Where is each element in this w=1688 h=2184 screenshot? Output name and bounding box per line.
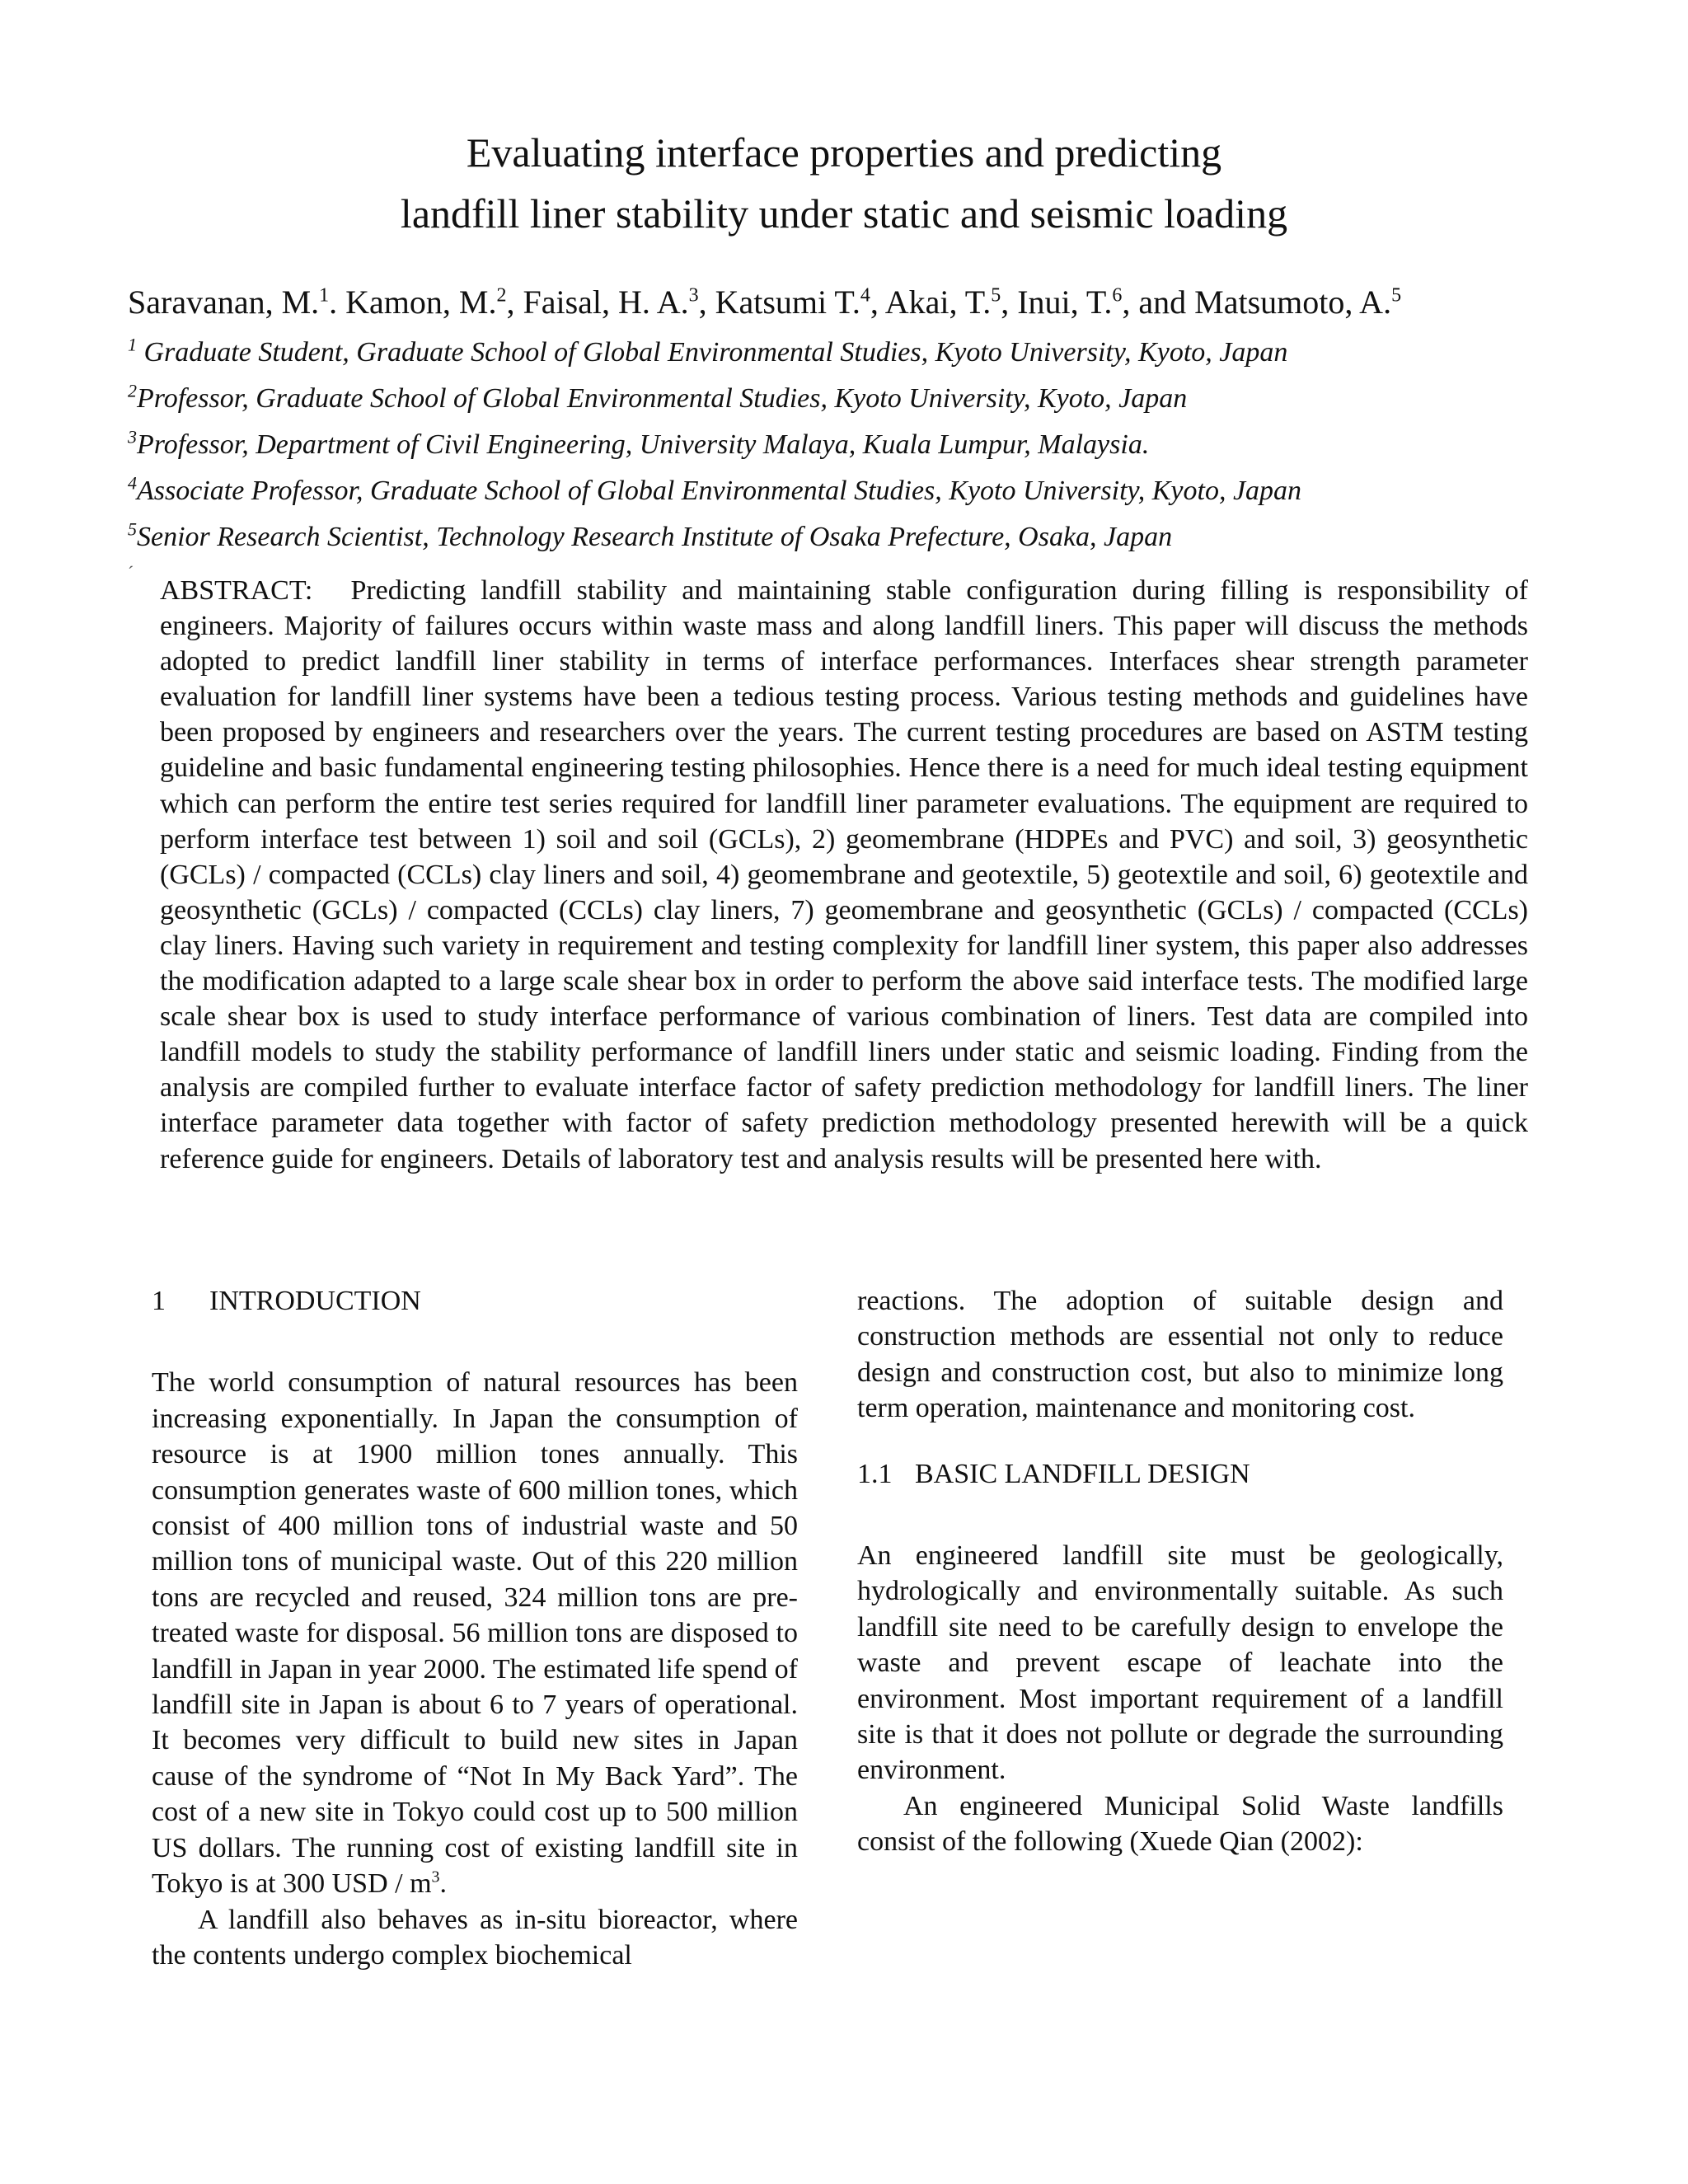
affiliation-item — [128, 330, 1578, 376]
abstract — [160, 573, 1528, 1177]
affiliation-text: Graduate Student, Graduate School of Global Environmental Studies, Kyoto University, Kyoto, Japan — [137, 337, 1288, 368]
abstract-text: Predicting landfill stability and maintaining stable configuration during filling is responsibility of engineers. Majority of failures occurs within waste mass and along landfill liners. This paper will discuss the methods adopted to predict landfill liner stability in terms of interface performances. Interfaces shear strength parameter evaluation for landfill liner systems have been a tedious testing process. Various testing methods and guidelines have been proposed by engineers and researchers over the years. The current testing procedures are based on ASTM testing guideline and basic fundamental engineering testing philosophies. Hence there is a need for much ideal testing equipment which can perform the entire test series required for landfill liner parameter evaluations. The equipment are required to perform interface test between 1) soil and soil (GCLs), 2) geomembrane (HDPEs and PVC) and soil, 3) geosynthetic (GCLs) / compacted (CCLs) clay liners and soil, 4) geomembrane and geotextile, 5) geotextile and soil, 6) geotextile and geosynthetic (GCLs) / compacted (CCLs) clay liners, 7) geomembrane and geosynthetic (GCLs) / compacted (CCLs) clay liners. Having such variety in requirement and testing complexity for landfill liner system, this paper also addresses the modification adapted to a large scale shear box in order to perform the above said interface tests. The modified large scale shear box is used to study interface performance of various combination of liners. Test data are compiled into landfill models to study the stability performance of landfill liners under static and seismic loading. Finding from the analysis are compiled further to evaluate interface factor of safety prediction methodology for landfill liners. The liner interface parameter data together with factor of safety prediction methodology presented herewith will be a quick reference guide for engineers. Details of laboratory test and analysis results will be presented here with. — [160, 575, 1529, 1174]
affiliation-item — [128, 468, 1578, 514]
author-affil-mark: 5 — [991, 284, 1001, 307]
design-paragraph-1: An engineered landfill site must be geologically, hydrologically and environmentally suitable. As such landfill site need to be carefully design to envelope the waste and prevent escape of leachate into the environment. Most important requirement of a landfill site is that it does not pollute or degrade the surrounding environment. — [857, 1540, 1503, 1786]
author-separator: , and — [1122, 284, 1195, 321]
author-separator: . — [329, 284, 346, 321]
author-affil-mark: 5 — [1391, 284, 1402, 307]
affiliation-item — [128, 514, 1578, 560]
title-line-1: Evaluating interface properties and predicting — [466, 129, 1222, 176]
intro-paragraph-2: A landfill also behaves as in-situ bioreactor, where the contents undergo complex biochemical — [152, 1904, 798, 1971]
author-name: Faisal, H. A. — [523, 284, 689, 321]
author-affil-mark: 3 — [688, 284, 699, 307]
author-separator: , — [1001, 284, 1018, 321]
section-heading-basic-landfill-design — [857, 1456, 1503, 1492]
author-affil-mark: 4 — [860, 284, 870, 307]
affiliation-item — [128, 376, 1578, 422]
author-separator: , — [870, 284, 885, 321]
author-name: Inui, T. — [1017, 284, 1113, 321]
author-affil-mark: 6 — [1112, 284, 1123, 307]
abstract-label: ABSTRACT: — [160, 575, 313, 606]
section-number: 1 — [152, 1286, 166, 1316]
author-affil-mark: 2 — [496, 284, 507, 307]
affiliation-text: Senior Research Scientist, Technology Research Institute of Osaka Prefecture, Osaka, Japan — [137, 522, 1173, 552]
author-affil-mark: 1 — [319, 284, 330, 307]
affiliation-number: 4 — [128, 472, 137, 494]
affiliation-number: 2 — [128, 380, 137, 401]
right-column — [857, 1283, 1503, 1860]
author-list — [128, 278, 1578, 327]
author-name: Akai, T. — [884, 284, 992, 321]
affiliation-number: 5 — [128, 518, 137, 540]
affiliation-text: Professor, Graduate School of Global Environmental Studies, Kyoto University, Kyoto, Japan — [137, 383, 1188, 414]
intro-paragraph-1-end: . — [439, 1868, 448, 1900]
author-name: Matsumoto, A. — [1194, 284, 1392, 321]
affiliation-number: 1 — [128, 334, 137, 355]
left-column — [152, 1283, 798, 1973]
author-name: Katsumi T. — [715, 284, 860, 321]
scan-mark: ´ — [128, 562, 134, 583]
author-name: Saravanan, M. — [128, 284, 320, 321]
paper-title — [0, 122, 1688, 244]
intro-paragraph-1-text: The world consumption of natural resources has been increasing exponentially. In Japan the consumption of resource is at 1900 million tones annually. This consumption generates waste of 600 million tones, which consist of 400 million tons of industrial waste and 50 million tons of municipal waste. Out of this 220 million tons are recycled and reused, 324 million tons are pre-treated waste for disposal. 56 million tons are disposed to landfill in Japan in year 2000. The estimated life spend of landfill site in Japan is about 6 to 7 years of operational. It becomes very difficult to build new sites in Japan cause of the syndrome of “Not In My Back Yard”. The cost of a new site in Tokyo could cost up to 500 million US dollars. The running cost of existing landfill site in Tokyo is at 300 USD / m — [152, 1367, 798, 1900]
affiliation-text: Associate Professor, Graduate School of Global Environmental Studies, Kyoto University, Kyoto, Japan — [137, 476, 1302, 506]
author-separator: , — [698, 284, 715, 321]
title-line-2: landfill liner stability under static and seismic loading — [400, 190, 1288, 237]
affiliation-item — [128, 422, 1578, 468]
affiliation-number: 3 — [128, 426, 137, 448]
section-title: INTRODUCTION — [209, 1286, 421, 1316]
section-number: 1.1 — [857, 1458, 893, 1489]
intro-continued-paragraph: reactions. The adoption of suitable design and construction methods are essential not only to reduce design and construction cost, but also to minimize long term operation, maintenance and monitoring cost. — [857, 1286, 1503, 1424]
affiliation-list — [128, 330, 1578, 560]
section-heading-introduction — [152, 1283, 798, 1319]
design-paragraph-2: An engineered Municipal Solid Waste landfills consist of the following (Xuede Qian (2002): — [857, 1790, 1503, 1858]
section-title: BASIC LANDFILL DESIGN — [915, 1458, 1250, 1489]
author-separator: , — [506, 284, 523, 321]
intro-paragraph-1 — [152, 1365, 798, 1901]
author-name: Kamon, M. — [345, 284, 497, 321]
affiliation-text: Professor, Department of Civil Engineering, University Malaya, Kuala Lumpur, Malaysia. — [137, 429, 1150, 460]
superscript: 3 — [431, 1868, 440, 1886]
